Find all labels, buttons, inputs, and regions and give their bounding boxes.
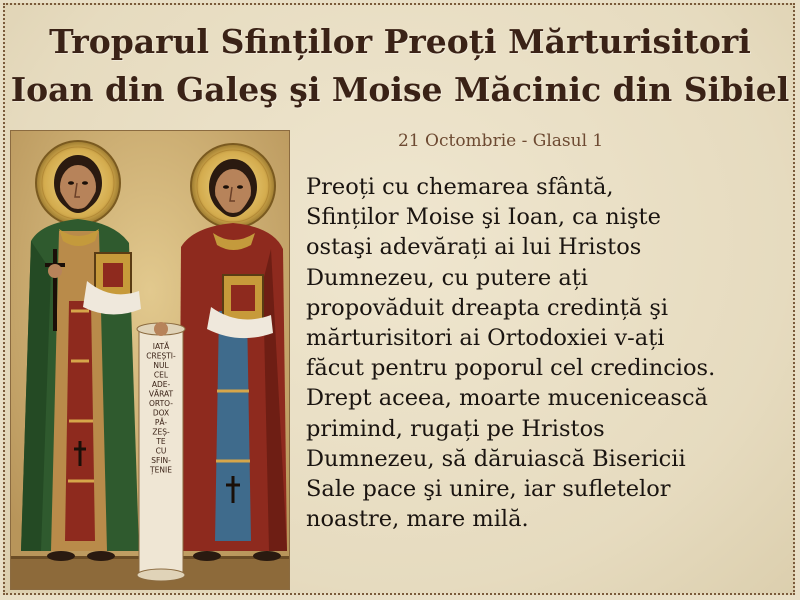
scroll-text-line: ADE- bbox=[151, 380, 171, 389]
scroll-text-line: PĂ- bbox=[154, 418, 168, 427]
saints-icon-illustration bbox=[11, 131, 289, 589]
scroll-text-line: IATĂ bbox=[152, 342, 170, 351]
hymn-line: noastre, mare milă. bbox=[306, 506, 529, 533]
hymn-line: mărturisitori ai Ortodoxiei v-ați bbox=[306, 325, 665, 352]
hymn-line: ostaşi adevărați ai lui Hristos bbox=[306, 234, 642, 261]
hymn-line: Preoți cu chemarea sfântă, bbox=[306, 174, 614, 200]
hymn-line: făcut pentru poporul cel credincios. bbox=[306, 355, 716, 382]
scroll-text-line: CU bbox=[155, 446, 167, 456]
hymn-line: Drept aceea, moarte mucenicească bbox=[306, 385, 708, 412]
scroll-text-line: CEL bbox=[153, 370, 169, 380]
icon-image-saints bbox=[10, 130, 290, 590]
title-line-1: Troparul Sfinților Preoți Mărturisitori bbox=[49, 22, 751, 61]
scroll-text-line: TE bbox=[156, 437, 166, 446]
scroll-text-line: ȚENIE bbox=[150, 465, 172, 475]
scroll-text-line: CREȘTI- bbox=[146, 351, 176, 361]
troparion-text bbox=[306, 172, 790, 534]
hymn-line: propovăduit dreapta credință şi bbox=[306, 294, 669, 321]
scroll-text-line: ZEȘ- bbox=[152, 427, 170, 437]
hymn-line: Dumnezeu, să dăruiască Bisericii bbox=[306, 445, 686, 472]
hymn-line: primind, rugați pe Hristos bbox=[306, 415, 605, 442]
hymn-line: Sfinților Moise şi Ioan, ca nişte bbox=[306, 204, 661, 231]
scroll-text-line: ORTO- bbox=[149, 399, 173, 408]
scroll bbox=[137, 322, 185, 581]
hymn-line: Sale pace şi unire, iar sufletelor bbox=[306, 476, 671, 503]
title-line-2: Ioan din Galeş şi Moise Măcinic din Sibiel bbox=[10, 70, 790, 109]
hymn-line: Dumnezeu, cu putere ați bbox=[306, 264, 589, 291]
scroll-text-line: NUL bbox=[153, 361, 169, 370]
scroll-text-line: VĂRAT bbox=[148, 389, 174, 399]
feast-date-tone: 21 Octombrie - Glasul 1 bbox=[398, 131, 604, 151]
scroll-text-line: DOX bbox=[152, 408, 170, 418]
scroll-text-line: SFIN- bbox=[151, 456, 171, 465]
